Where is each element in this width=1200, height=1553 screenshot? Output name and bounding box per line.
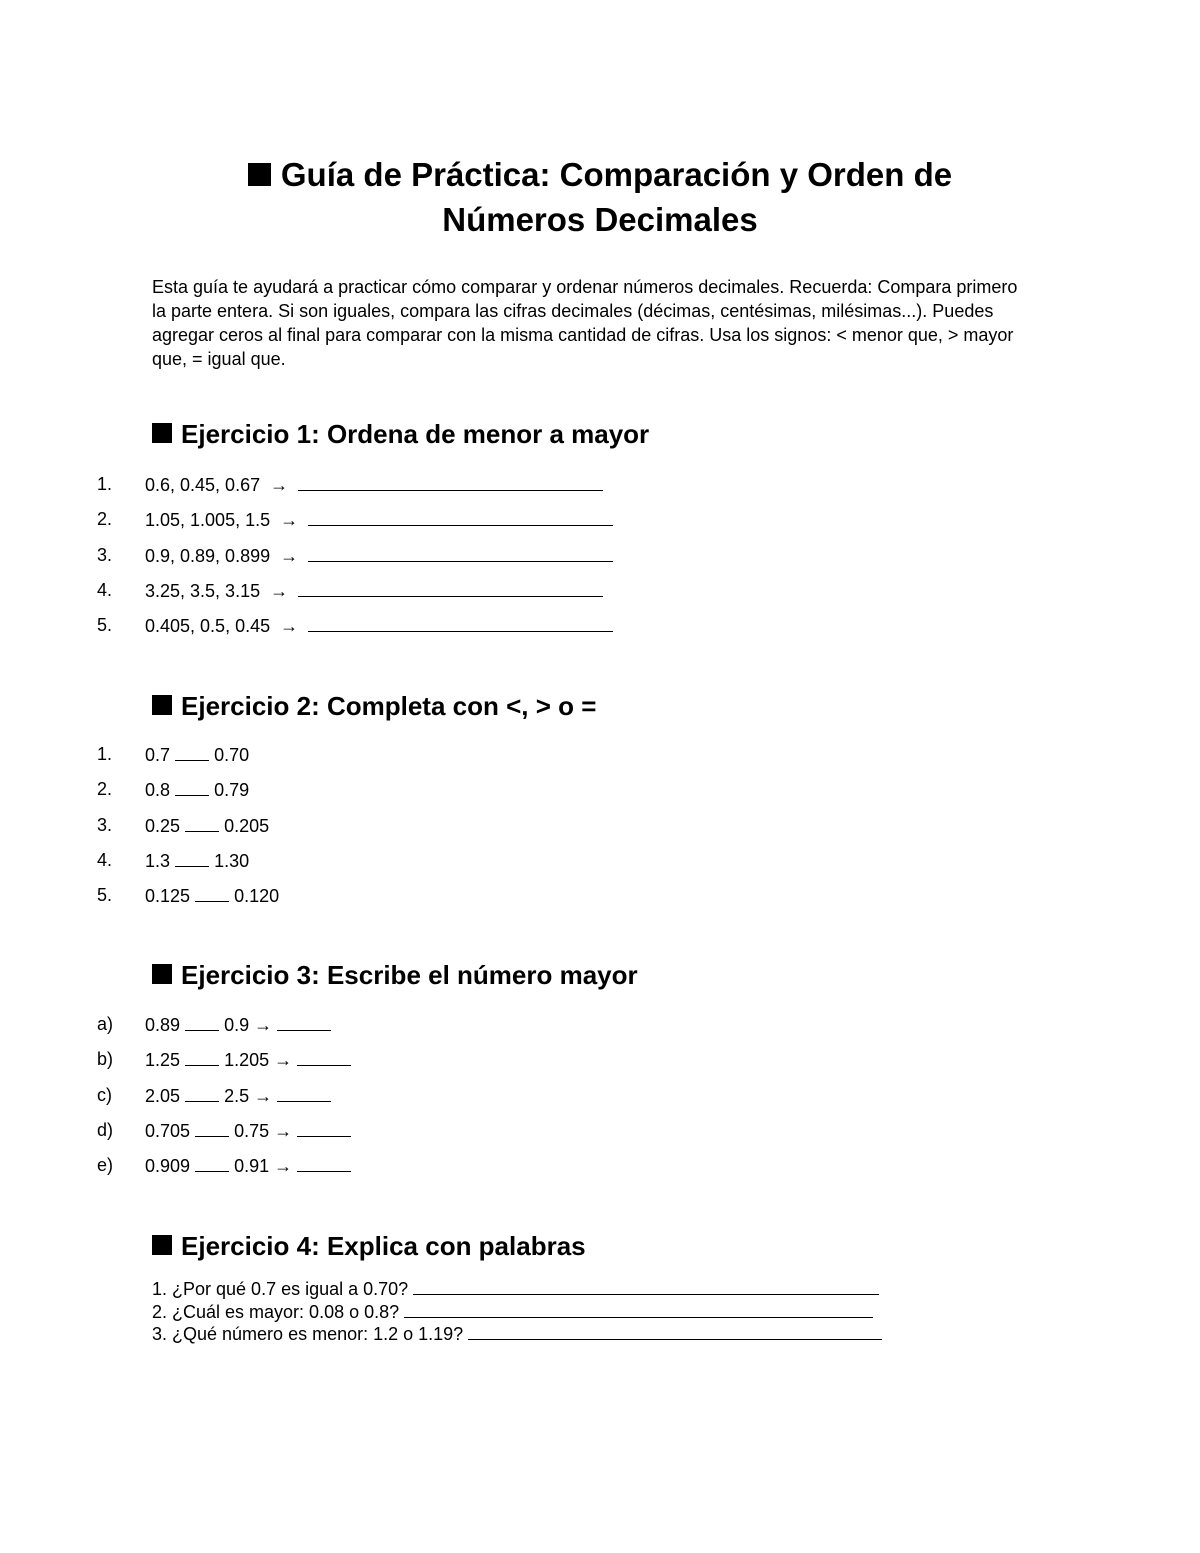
list-item [0, 1119, 1000, 1154]
item-text: 0.8 0.79 [145, 780, 250, 801]
comparison-blank[interactable] [185, 1013, 219, 1031]
list-item [0, 1084, 1000, 1119]
list-item [0, 1154, 1000, 1189]
page-title [150, 152, 1050, 242]
list-item [0, 884, 1000, 919]
comparison-blank[interactable] [195, 884, 229, 902]
item-text: 0.6, 0.45, 0.67 → [145, 473, 603, 496]
item-text: 0.405, 0.5, 0.45 → [145, 614, 613, 637]
answer-blank[interactable] [298, 473, 603, 491]
square-bullet-icon [152, 1235, 172, 1255]
arrow-icon: → [270, 580, 289, 601]
item-number: 2. [97, 509, 113, 530]
square-bullet-icon [152, 964, 172, 984]
question-item: 2. ¿Cuál es mayor: 0.08 o 0.8? [152, 1300, 882, 1323]
answer-blank[interactable] [308, 614, 613, 632]
item-letter: c) [97, 1084, 112, 1105]
item-letter: a) [97, 1014, 114, 1034]
item-letter: d) [97, 1119, 114, 1140]
exercise-1-list [0, 473, 1000, 649]
list-item [0, 849, 1000, 884]
arrow-icon: → [270, 475, 289, 495]
list-item [0, 614, 1000, 649]
comparison-blank[interactable] [185, 1048, 219, 1066]
item-number: 3. [97, 544, 113, 565]
title-line-1: Guía de Práctica: Comparación y Orden de [150, 152, 1050, 197]
arrow-icon: → [280, 616, 299, 637]
comparison-blank[interactable] [175, 849, 209, 867]
intro-paragraph: Esta guía te ayudará a practicar cómo comparar y ordenar números decimales. Recuerda: Compara primero la parte entera. Si son iguales, compara las cifras decimales (décimas, centésimas, milésimas...). Puedes agregar ceros al final para comparar con la misma cantidad de cifras. Usa los signos: < menor que, > mayor que, = igual que. [152, 277, 1018, 369]
list-item [0, 1048, 1000, 1083]
item-number: 4. [97, 579, 113, 600]
item-number: 3. [97, 814, 113, 835]
arrow-icon: → [280, 545, 299, 566]
item-number: 1. [97, 744, 113, 764]
exercise-3-list [0, 1013, 1000, 1189]
item-text: 3.25, 3.5, 3.15 → [145, 579, 603, 602]
item-text: 0.9, 0.89, 0.899 → [145, 544, 613, 567]
comparison-blank[interactable] [185, 814, 219, 832]
answer-line[interactable] [404, 1300, 873, 1318]
arrow-icon: → [274, 1050, 293, 1071]
answer-blank[interactable] [277, 1084, 331, 1102]
item-text: 2.05 2.5 → [145, 1084, 331, 1107]
square-bullet-icon [248, 163, 271, 186]
arrow-icon: → [274, 1120, 293, 1141]
arrow-icon: → [254, 1085, 273, 1106]
comparison-blank[interactable] [185, 1084, 219, 1102]
item-text: 0.89 0.9 → [145, 1013, 331, 1036]
exercise-1-heading: Ejercicio 1: Ordena de menor a mayor [152, 418, 649, 450]
item-text: 0.125 0.120 [145, 886, 280, 907]
exercise-4-heading: Ejercicio 4: Explica con palabras [152, 1230, 586, 1262]
answer-blank[interactable] [277, 1013, 331, 1031]
item-number: 4. [97, 849, 113, 870]
item-text: 0.25 0.205 [145, 815, 270, 836]
exercise-2-heading: Ejercicio 2: Completa con <, > o = [152, 690, 596, 722]
item-number: 1. [97, 474, 113, 494]
answer-blank[interactable] [297, 1048, 351, 1066]
item-text: 1.3 1.30 [145, 850, 250, 871]
arrow-icon: → [280, 510, 299, 531]
item-text: 1.05, 1.005, 1.5 → [145, 508, 613, 531]
exercise-3-heading: Ejercicio 3: Escribe el número mayor [152, 959, 638, 991]
question-item: 1. ¿Por qué 0.7 es igual a 0.70? [152, 1277, 882, 1300]
comparison-blank[interactable] [195, 1154, 229, 1172]
item-text: 0.909 0.91 → [145, 1154, 351, 1177]
comparison-blank[interactable] [175, 743, 209, 761]
arrow-icon: → [274, 1156, 293, 1177]
exercise-2-list [0, 743, 1000, 919]
item-number: 5. [97, 885, 113, 906]
answer-blank[interactable] [308, 508, 613, 526]
answer-line[interactable] [468, 1322, 882, 1340]
answer-blank[interactable] [297, 1119, 351, 1137]
exercise-4-questions [152, 1277, 882, 1345]
question-item: 3. ¿Qué número es menor: 1.2 o 1.19? [152, 1322, 882, 1345]
title-line-2: Números Decimales [442, 201, 758, 238]
answer-blank[interactable] [298, 579, 603, 597]
answer-line[interactable] [413, 1277, 879, 1295]
list-item [0, 743, 1000, 778]
comparison-blank[interactable] [195, 1119, 229, 1137]
item-letter: b) [97, 1049, 114, 1070]
list-item [0, 473, 1000, 508]
arrow-icon: → [254, 1015, 273, 1035]
item-text: 1.25 1.205 → [145, 1048, 351, 1071]
answer-blank[interactable] [297, 1154, 351, 1172]
item-text: 0.7 0.70 [145, 745, 250, 765]
square-bullet-icon [152, 423, 172, 443]
comparison-blank[interactable] [175, 778, 209, 796]
list-item [0, 544, 1000, 579]
list-item [0, 778, 1000, 813]
item-text: 0.705 0.75 → [145, 1119, 351, 1142]
list-item [0, 508, 1000, 543]
square-bullet-icon [152, 695, 172, 715]
item-letter: e) [97, 1155, 114, 1176]
list-item [0, 579, 1000, 614]
list-item [0, 1013, 1000, 1048]
answer-blank[interactable] [308, 544, 613, 562]
item-number: 2. [97, 779, 113, 800]
item-number: 5. [97, 615, 113, 636]
list-item [0, 814, 1000, 849]
